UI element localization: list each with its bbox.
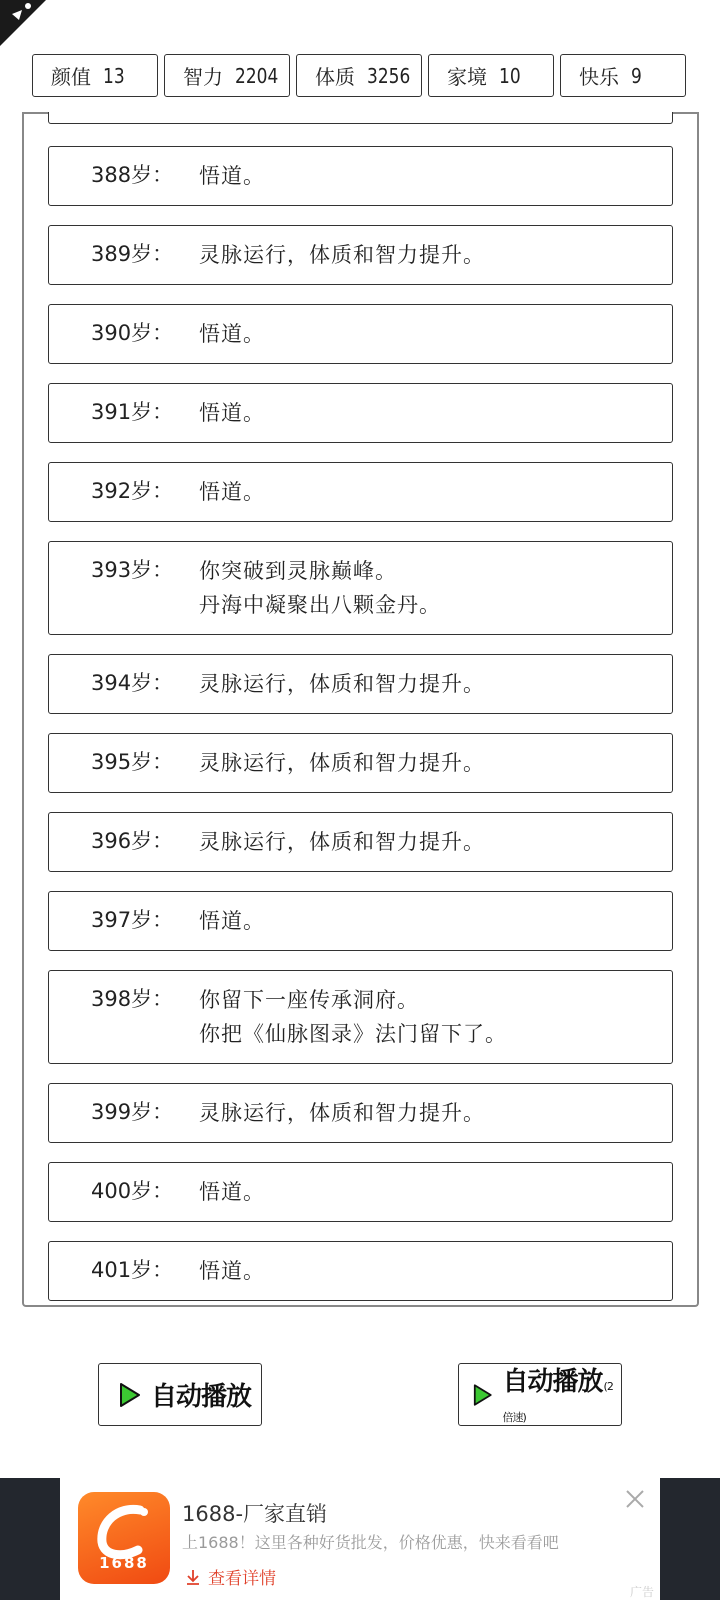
log-row (48, 812, 673, 872)
log-row (48, 462, 673, 522)
log-event-line: 灵脉运行，体质和智力提升。 (199, 1101, 485, 1125)
log-age: 400岁： (91, 1179, 174, 1203)
log-row (48, 1162, 673, 1222)
log-age: 392岁： (91, 479, 174, 503)
download-icon (184, 1568, 202, 1586)
log-age: 390岁： (91, 321, 174, 345)
log-text (199, 983, 507, 1051)
play-icon (119, 1382, 141, 1408)
log-row-partial (48, 112, 673, 124)
stat-value: 2204 (235, 63, 279, 88)
stat-label: 智力 (183, 65, 223, 89)
log-row (48, 654, 673, 714)
ad-view-details-link[interactable] (184, 1564, 276, 1589)
ad-app-logo (78, 1492, 170, 1584)
log-event-line: 丹海中凝聚出八颗金丹。 (199, 593, 441, 617)
ad-title: 1688-厂家直销 (182, 1502, 328, 1526)
ad-description: 上1688！这里各种好货批发，价格优惠，快来看看吧 (182, 1533, 559, 1552)
log-event-line: 悟道。 (199, 1259, 265, 1283)
stat-family (428, 54, 554, 97)
stat-constitution (296, 54, 422, 97)
log-event-line: 你突破到灵脉巅峰。 (199, 559, 397, 583)
log-age: 389岁： (91, 242, 174, 266)
log-row (48, 970, 673, 1064)
ad-cta-label: 查看详情 (208, 1569, 276, 1589)
auto-play-button[interactable] (98, 1363, 262, 1426)
log-row (48, 304, 673, 364)
log-age: 401岁： (91, 1258, 174, 1282)
log-text (199, 904, 265, 938)
stat-label: 颜值 (51, 65, 91, 89)
ad-tag: 广告 (629, 1585, 654, 1599)
log-row (48, 1083, 673, 1143)
log-text (199, 1175, 265, 1209)
log-event-line: 灵脉运行，体质和智力提升。 (199, 751, 485, 775)
log-event-line: 悟道。 (199, 401, 265, 425)
log-event-line: 灵脉运行，体质和智力提升。 (199, 830, 485, 854)
log-text (199, 746, 485, 780)
log-event-line: 悟道。 (199, 164, 265, 188)
log-text (199, 1096, 485, 1130)
stat-value: 9 (631, 63, 642, 88)
log-text (199, 1254, 265, 1288)
log-age: 398岁： (91, 987, 174, 1011)
stat-label: 家境 (447, 65, 487, 89)
ad-banner (0, 1478, 720, 1600)
auto-play-label: 自动播放 (151, 1382, 252, 1412)
auto-play-ad-text: 自动播放 (502, 1367, 603, 1397)
stat-value: 10 (499, 63, 521, 88)
log-row (48, 225, 673, 285)
stat-label: 体质 (315, 65, 355, 89)
log-row (48, 891, 673, 951)
log-event-line: 灵脉运行，体质和智力提升。 (199, 243, 485, 267)
log-list (48, 146, 673, 1320)
auto-play-double-speed-button[interactable] (458, 1363, 622, 1426)
stat-happiness (560, 54, 686, 97)
log-text (199, 554, 441, 622)
stat-value: 13 (103, 63, 125, 88)
log-event-line: 悟道。 (199, 909, 265, 933)
log-event-line: 悟道。 (199, 1180, 265, 1204)
ad-logo-text: 1688 (99, 1554, 149, 1572)
stat-appearance (32, 54, 158, 97)
log-row (48, 383, 673, 443)
log-text (199, 159, 265, 193)
stat-label: 快乐 (579, 65, 619, 89)
log-event-line: 悟道。 (199, 480, 265, 504)
play-icon (473, 1382, 493, 1408)
ad-card[interactable] (60, 1478, 660, 1600)
corner-badge[interactable] (0, 0, 46, 46)
log-event-line: 你留下一座传承洞府。 (199, 988, 419, 1012)
log-age: 399岁： (91, 1100, 174, 1124)
log-age: 394岁： (91, 671, 174, 695)
log-age: 393岁： (91, 558, 174, 582)
log-text (199, 396, 265, 430)
log-text (199, 317, 265, 351)
stat-value: 3256 (367, 63, 411, 88)
log-text (199, 475, 265, 509)
auto-play-ad-label (503, 1361, 621, 1428)
life-log-panel[interactable] (22, 112, 699, 1307)
speed-hint: (2倍速) (502, 1380, 613, 1424)
log-age: 396岁： (91, 829, 174, 853)
log-row (48, 146, 673, 206)
log-row (48, 1241, 673, 1301)
log-event-line: 你把《仙脉图录》法门留下了。 (199, 1022, 507, 1046)
log-text (199, 667, 485, 701)
log-age: 388岁： (91, 163, 174, 187)
stats-bar (32, 54, 686, 97)
log-age: 395岁： (91, 750, 174, 774)
log-event-line: 悟道。 (199, 322, 265, 346)
log-text (199, 238, 485, 272)
log-age: 391岁： (91, 400, 174, 424)
log-event-line: 灵脉运行，体质和智力提升。 (199, 672, 485, 696)
stat-intelligence (164, 54, 290, 97)
log-row (48, 541, 673, 635)
log-text (199, 825, 485, 859)
log-row (48, 733, 673, 793)
close-icon[interactable] (624, 1488, 646, 1510)
log-age: 397岁： (91, 908, 174, 932)
